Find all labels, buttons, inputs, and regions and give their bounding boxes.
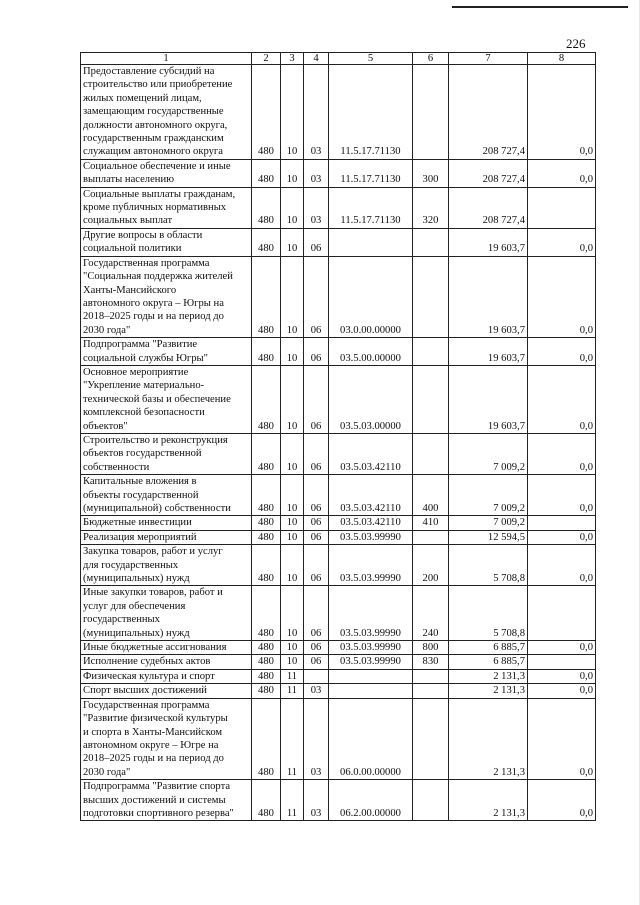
expense-type-cell — [413, 684, 449, 698]
expense-type-cell: 200 — [413, 545, 449, 586]
ministry-code-cell: 480 — [252, 365, 281, 433]
item-name-cell: Государственная программа "Развитие физической культуры и спорта в Ханты-Мансийском автономном округе – Югре на 2018–2025 годы и на период до 2030 года" — [81, 698, 252, 779]
target-article-cell: 03.5.03.42110 — [329, 516, 413, 530]
section-code-cell: 11 — [281, 780, 304, 821]
ministry-code-cell: 480 — [252, 159, 281, 187]
budget-table — [80, 52, 596, 821]
expense-type-cell — [413, 365, 449, 433]
table-row — [81, 655, 596, 669]
header-rule — [452, 6, 628, 8]
amount-secondary-cell — [528, 586, 596, 641]
section-code-cell: 10 — [281, 159, 304, 187]
table-row — [81, 228, 596, 256]
subsection-code-cell: 06 — [304, 338, 329, 366]
ministry-code-cell: 480 — [252, 684, 281, 698]
subsection-code-cell: 06 — [304, 433, 329, 474]
subsection-code-cell: 03 — [304, 159, 329, 187]
ministry-code-cell: 480 — [252, 545, 281, 586]
amount-cell: 208 727,4 — [449, 65, 528, 160]
amount-secondary-cell: 0,0 — [528, 698, 596, 779]
column-header-6: 6 — [413, 53, 449, 65]
item-name-cell: Другие вопросы в области социальной политики — [81, 228, 252, 256]
section-code-cell: 10 — [281, 586, 304, 641]
ministry-code-cell: 480 — [252, 641, 281, 655]
amount-secondary-cell: 0,0 — [528, 159, 596, 187]
target-article-cell: 11.5.17.71130 — [329, 65, 413, 160]
expense-type-cell — [413, 669, 449, 683]
target-article-cell: 06.0.00.00000 — [329, 698, 413, 779]
ministry-code-cell: 480 — [252, 475, 281, 516]
column-header-4: 4 — [304, 53, 329, 65]
subsection-code-cell: 03 — [304, 698, 329, 779]
table-row — [81, 256, 596, 337]
target-article-cell: 03.0.00.00000 — [329, 256, 413, 337]
subsection-code-cell: 06 — [304, 545, 329, 586]
expense-type-cell: 830 — [413, 655, 449, 669]
amount-cell: 12 594,5 — [449, 530, 528, 544]
amount-secondary-cell: 0,0 — [528, 669, 596, 683]
amount-cell: 7 009,2 — [449, 475, 528, 516]
target-article-cell: 03.5.03.00000 — [329, 365, 413, 433]
ministry-code-cell: 480 — [252, 228, 281, 256]
amount-cell: 2 131,3 — [449, 780, 528, 821]
table-row — [81, 433, 596, 474]
table-row — [81, 516, 596, 530]
target-article-cell: 03.5.03.42110 — [329, 475, 413, 516]
expense-type-cell — [413, 256, 449, 337]
amount-secondary-cell: 0,0 — [528, 338, 596, 366]
table-row — [81, 159, 596, 187]
ministry-code-cell: 480 — [252, 516, 281, 530]
item-name-cell: Основное мероприятие "Укрепление материально- технической базы и обеспечение комплексной безопасности объектов" — [81, 365, 252, 433]
amount-secondary-cell: 0,0 — [528, 475, 596, 516]
item-name-cell: Иные закупки товаров, работ и услуг для обеспечения государственных (муниципальных) нужд — [81, 586, 252, 641]
expense-type-cell: 300 — [413, 159, 449, 187]
section-code-cell: 10 — [281, 433, 304, 474]
amount-cell: 208 727,4 — [449, 187, 528, 228]
subsection-code-cell: 06 — [304, 655, 329, 669]
amount-secondary-cell: 0,0 — [528, 228, 596, 256]
section-code-cell: 11 — [281, 684, 304, 698]
section-code-cell: 10 — [281, 475, 304, 516]
section-code-cell: 10 — [281, 516, 304, 530]
expense-type-cell: 410 — [413, 516, 449, 530]
subsection-code-cell: 03 — [304, 780, 329, 821]
item-name-cell: Социальные выплаты гражданам, кроме публичных нормативных социальных выплат — [81, 187, 252, 228]
amount-cell: 19 603,7 — [449, 228, 528, 256]
ministry-code-cell: 480 — [252, 338, 281, 366]
table-row — [81, 475, 596, 516]
amount-cell: 7 009,2 — [449, 516, 528, 530]
amount-cell: 2 131,3 — [449, 669, 528, 683]
subsection-code-cell: 06 — [304, 516, 329, 530]
section-code-cell: 10 — [281, 338, 304, 366]
table-row — [81, 684, 596, 698]
section-code-cell: 10 — [281, 530, 304, 544]
expense-type-cell: 240 — [413, 586, 449, 641]
expense-type-cell — [413, 698, 449, 779]
subsection-code-cell: 06 — [304, 256, 329, 337]
expense-type-cell — [413, 780, 449, 821]
expense-type-cell: 320 — [413, 187, 449, 228]
amount-cell: 5 708,8 — [449, 586, 528, 641]
table-row — [81, 586, 596, 641]
section-code-cell: 10 — [281, 545, 304, 586]
target-article-cell — [329, 669, 413, 683]
table-row — [81, 365, 596, 433]
ministry-code-cell: 480 — [252, 433, 281, 474]
subsection-code-cell: 06 — [304, 228, 329, 256]
page-number: 226 — [566, 36, 586, 51]
table-row — [81, 669, 596, 683]
amount-secondary-cell — [528, 187, 596, 228]
amount-cell: 5 708,8 — [449, 545, 528, 586]
amount-secondary-cell: 0,0 — [528, 65, 596, 160]
item-name-cell: Подпрограмма "Развитие спорта высших достижений и системы подготовки спортивного резерва" — [81, 780, 252, 821]
target-article-cell — [329, 684, 413, 698]
amount-secondary-cell: 0,0 — [528, 641, 596, 655]
target-article-cell: 11.5.17.71130 — [329, 187, 413, 228]
section-code-cell: 10 — [281, 228, 304, 256]
table-row — [81, 698, 596, 779]
section-code-cell: 10 — [281, 641, 304, 655]
amount-secondary-cell: 0,0 — [528, 684, 596, 698]
amount-cell: 6 885,7 — [449, 655, 528, 669]
item-name-cell: Капитальные вложения в объекты государственной (муниципальной) собственности — [81, 475, 252, 516]
item-name-cell: Социальное обеспечение и иные выплаты населению — [81, 159, 252, 187]
table-header-row — [81, 53, 596, 65]
section-code-cell: 11 — [281, 669, 304, 683]
target-article-cell: 03.5.00.00000 — [329, 338, 413, 366]
amount-cell: 19 603,7 — [449, 338, 528, 366]
expense-type-cell — [413, 338, 449, 366]
subsection-code-cell: 03 — [304, 684, 329, 698]
section-code-cell: 10 — [281, 655, 304, 669]
expense-type-cell: 800 — [413, 641, 449, 655]
table-row — [81, 545, 596, 586]
subsection-code-cell — [304, 669, 329, 683]
target-article-cell: 03.5.03.99990 — [329, 545, 413, 586]
item-name-cell: Закупка товаров, работ и услуг для государственных (муниципальных) нужд — [81, 545, 252, 586]
subsection-code-cell: 06 — [304, 475, 329, 516]
column-header-5: 5 — [329, 53, 413, 65]
amount-secondary-cell: 0,0 — [528, 530, 596, 544]
amount-secondary-cell — [528, 516, 596, 530]
target-article-cell: 11.5.17.71130 — [329, 159, 413, 187]
item-name-cell: Физическая культура и спорт — [81, 669, 252, 683]
amount-cell: 6 885,7 — [449, 641, 528, 655]
item-name-cell: Подпрограмма "Развитие социальной службы Югры" — [81, 338, 252, 366]
subsection-code-cell: 06 — [304, 641, 329, 655]
item-name-cell: Строительство и реконструкция объектов государственной собственности — [81, 433, 252, 474]
ministry-code-cell: 480 — [252, 256, 281, 337]
column-header-7: 7 — [449, 53, 528, 65]
ministry-code-cell: 480 — [252, 669, 281, 683]
target-article-cell: 03.5.03.99990 — [329, 586, 413, 641]
section-code-cell: 10 — [281, 65, 304, 160]
target-article-cell: 03.5.03.99990 — [329, 530, 413, 544]
ministry-code-cell: 480 — [252, 65, 281, 160]
amount-secondary-cell: 0,0 — [528, 433, 596, 474]
amount-cell: 2 131,3 — [449, 684, 528, 698]
table-row — [81, 530, 596, 544]
ministry-code-cell: 480 — [252, 530, 281, 544]
ministry-code-cell: 480 — [252, 655, 281, 669]
expense-type-cell — [413, 228, 449, 256]
table-row — [81, 187, 596, 228]
table-row — [81, 338, 596, 366]
column-header-8: 8 — [528, 53, 596, 65]
target-article-cell: 06.2.00.00000 — [329, 780, 413, 821]
ministry-code-cell: 480 — [252, 586, 281, 641]
amount-secondary-cell: 0,0 — [528, 780, 596, 821]
item-name-cell: Бюджетные инвестиции — [81, 516, 252, 530]
subsection-code-cell: 06 — [304, 586, 329, 641]
column-header-1: 1 — [81, 53, 252, 65]
amount-secondary-cell: 0,0 — [528, 256, 596, 337]
ministry-code-cell: 480 — [252, 698, 281, 779]
column-header-2: 2 — [252, 53, 281, 65]
subsection-code-cell: 03 — [304, 65, 329, 160]
subsection-code-cell: 06 — [304, 365, 329, 433]
amount-secondary-cell: 0,0 — [528, 365, 596, 433]
section-code-cell: 11 — [281, 698, 304, 779]
column-header-3: 3 — [281, 53, 304, 65]
item-name-cell: Реализация мероприятий — [81, 530, 252, 544]
item-name-cell: Исполнение судебных актов — [81, 655, 252, 669]
section-code-cell: 10 — [281, 256, 304, 337]
ministry-code-cell: 480 — [252, 780, 281, 821]
expense-type-cell — [413, 65, 449, 160]
amount-cell: 7 009,2 — [449, 433, 528, 474]
ministry-code-cell: 480 — [252, 187, 281, 228]
expense-type-cell — [413, 433, 449, 474]
table-row — [81, 641, 596, 655]
table-row — [81, 780, 596, 821]
subsection-code-cell: 06 — [304, 530, 329, 544]
amount-secondary-cell: 0,0 — [528, 545, 596, 586]
amount-secondary-cell — [528, 655, 596, 669]
expense-type-cell — [413, 530, 449, 544]
item-name-cell: Иные бюджетные ассигнования — [81, 641, 252, 655]
table-row — [81, 65, 596, 160]
amount-cell: 19 603,7 — [449, 256, 528, 337]
amount-cell: 19 603,7 — [449, 365, 528, 433]
amount-cell: 2 131,3 — [449, 698, 528, 779]
target-article-cell: 03.5.03.42110 — [329, 433, 413, 474]
section-code-cell: 10 — [281, 187, 304, 228]
item-name-cell: Спорт высших достижений — [81, 684, 252, 698]
target-article-cell: 03.5.03.99990 — [329, 641, 413, 655]
expense-type-cell: 400 — [413, 475, 449, 516]
section-code-cell: 10 — [281, 365, 304, 433]
subsection-code-cell: 03 — [304, 187, 329, 228]
target-article-cell — [329, 228, 413, 256]
item-name-cell: Предоставление субсидий на строительство или приобретение жилых помещений лицам, замещающим государственные должности автономного округа, государственным гражданским служащим автономного округа — [81, 65, 252, 160]
amount-cell: 208 727,4 — [449, 159, 528, 187]
item-name-cell: Государственная программа "Социальная поддержка жителей Ханты-Мансийского автономного округа – Югры на 2018–2025 годы и на период до 2030 года" — [81, 256, 252, 337]
target-article-cell: 03.5.03.99990 — [329, 655, 413, 669]
